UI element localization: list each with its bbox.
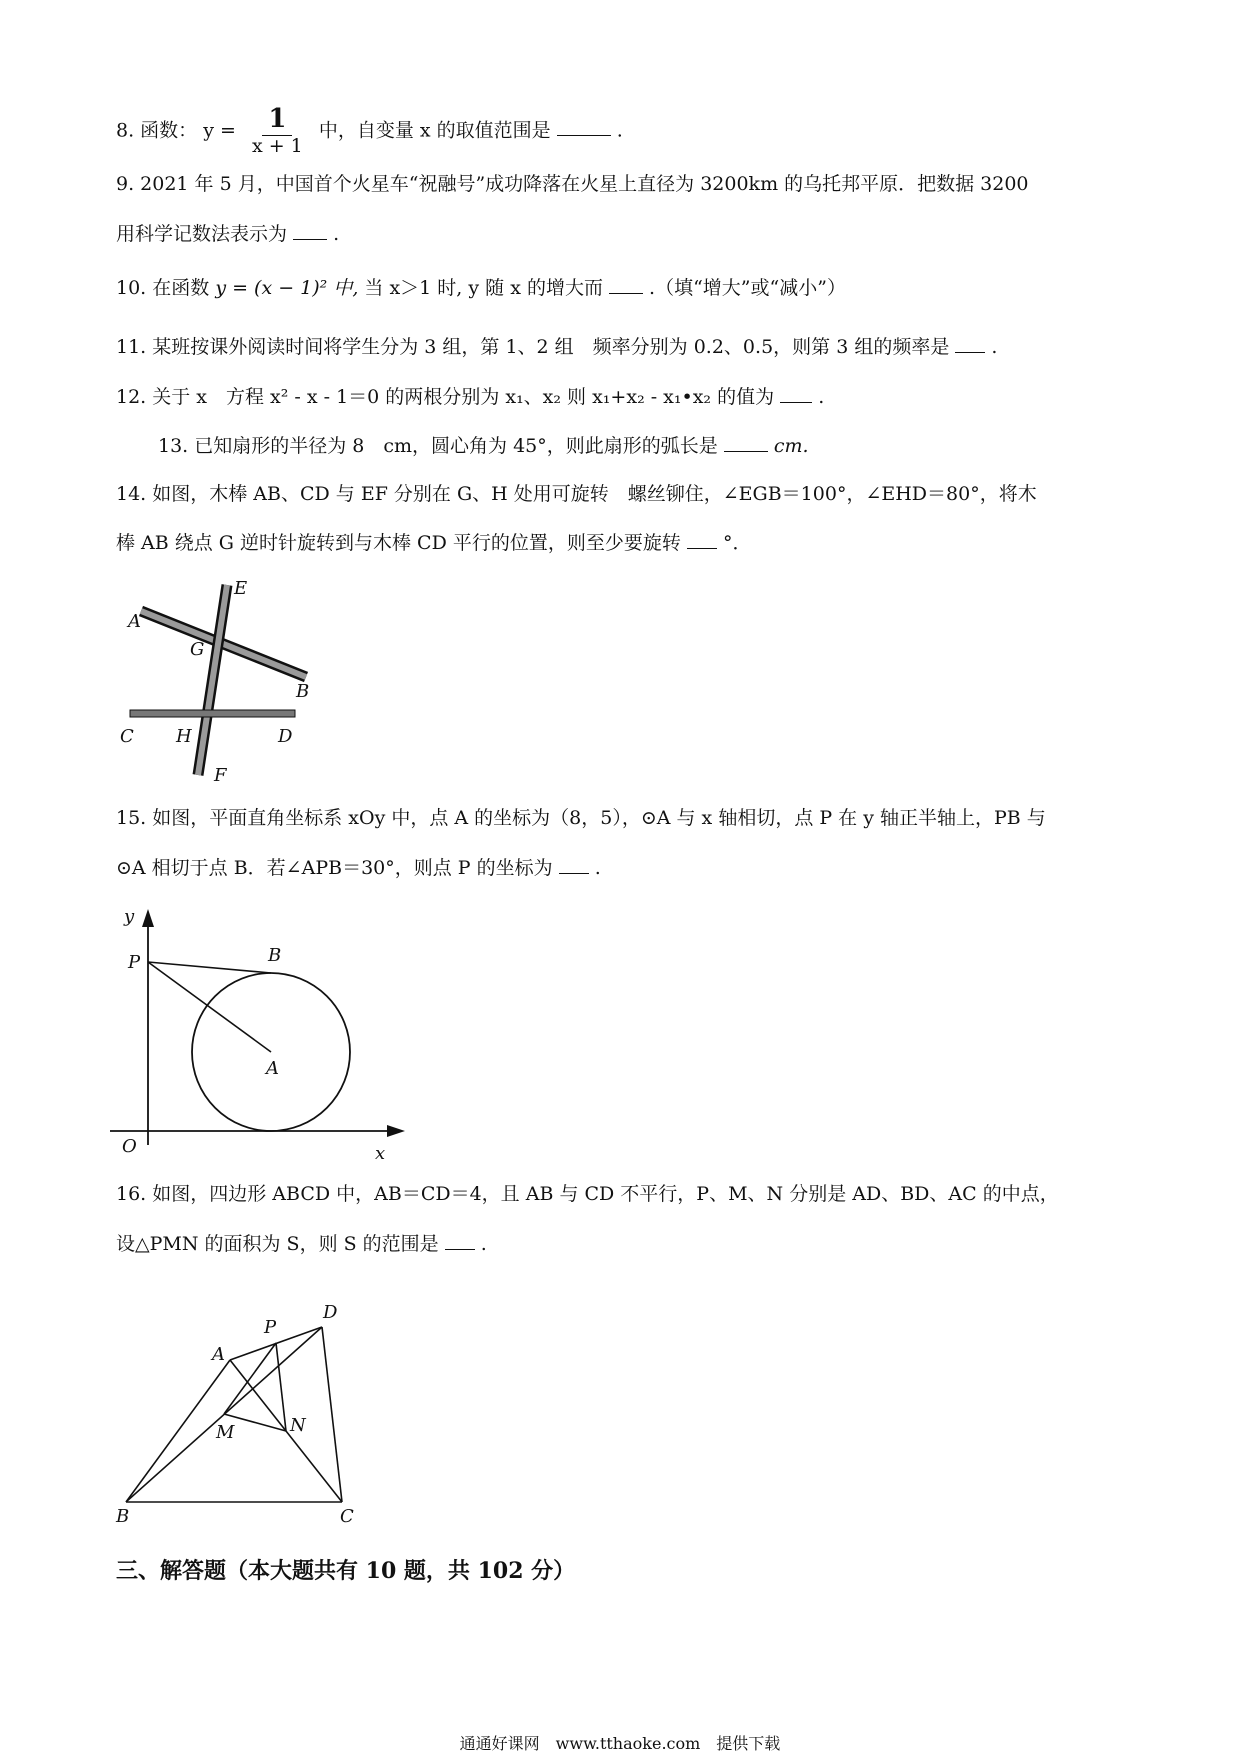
- answer-blank: [780, 402, 812, 403]
- label-e: E: [234, 578, 248, 599]
- label-b: B: [296, 681, 310, 702]
- answer-blank: [687, 548, 717, 549]
- question-15-line-2: [116, 859, 601, 878]
- label-o: O: [122, 1136, 137, 1157]
- label-a: A: [128, 611, 141, 632]
- answer-blank: [955, 352, 985, 353]
- question-9-line-2: [116, 225, 339, 244]
- question-12: [116, 388, 824, 407]
- figure-rotating-sticks: [120, 575, 320, 785]
- label-c: C: [120, 726, 134, 747]
- q16-text: 设△PMN 的面积为 S，则 S 的范围是: [116, 1233, 439, 1255]
- question-11: [116, 338, 997, 357]
- q8-tail: .: [616, 119, 623, 142]
- q15-tail: .: [594, 857, 601, 879]
- answer-blank: [445, 1249, 475, 1250]
- label-d: D: [278, 726, 293, 747]
- segment-pn: [276, 1343, 286, 1431]
- label-p: P: [128, 952, 141, 973]
- q10-text: 当 x＞1 时, y 随 x 的增大而: [364, 277, 603, 299]
- question-8: [116, 105, 623, 158]
- label-x: x: [375, 1143, 386, 1164]
- figure-coordinate-tangent: [110, 905, 410, 1170]
- q11-tail: .: [991, 336, 998, 358]
- q8-numerator: 1: [262, 105, 292, 136]
- label-n: N: [290, 1415, 306, 1436]
- label-b: B: [116, 1506, 130, 1527]
- label-b: B: [268, 945, 282, 966]
- q12-text: 12. 关于 x 方程 x² - x - 1＝0 的两根分别为 x₁、x₂ 则 x₁+x₂ - x₁•x₂ 的值为: [116, 386, 775, 408]
- label-m: M: [216, 1422, 235, 1443]
- q16-tail: .: [480, 1233, 487, 1255]
- question-16-line-2: [116, 1235, 487, 1254]
- label-f: F: [214, 765, 227, 785]
- label-g: G: [190, 639, 205, 660]
- question-9-line-1: 9. 2021 年 5 月，中国首个火星车“祝融号”成功降落在火星上直径为 3200km 的乌托邦平原．把数据 3200: [116, 173, 1029, 195]
- q8-text: 中，自变量 x 的取值范围是: [318, 119, 551, 142]
- question-15-line-1: 15. 如图，平面直角坐标系 xOy 中，点 A 的坐标为（8，5），⊙A 与 x 轴相切，点 P 在 y 轴正半轴上，PB 与: [116, 807, 1046, 829]
- q10-prefix: 10. 在函数: [116, 277, 210, 299]
- figure-quadrilateral-midpoints: [110, 1290, 370, 1530]
- answer-blank: [557, 135, 611, 136]
- label-h: H: [176, 726, 192, 747]
- side-cd: [322, 1327, 342, 1502]
- label-c: C: [340, 1506, 354, 1527]
- q14-text: 棒 AB 绕点 G 逆时针旋转到与木棒 CD 平行的位置，则至少要旋转: [116, 532, 681, 554]
- label-p: P: [264, 1317, 277, 1338]
- answer-blank: [293, 239, 327, 240]
- stick-cd: [130, 710, 295, 717]
- answer-blank: [559, 873, 589, 874]
- q13-tail: cm.: [773, 435, 809, 457]
- y-axis-arrow: [142, 909, 154, 927]
- question-10: [116, 279, 846, 298]
- q9-text: 用科学记数法表示为: [116, 223, 288, 245]
- label-a: A: [212, 1344, 225, 1365]
- question-14-line-2: [116, 534, 751, 553]
- q8-fraction: [246, 105, 309, 158]
- page-footer: 通通好课网 www.tthaoke.com 提供下载: [459, 1734, 781, 1753]
- q10-tail: .（填“增大”或“减小”）: [649, 277, 846, 299]
- q9-tail: .: [333, 223, 340, 245]
- q10-formula: y = (x − 1)² 中,: [215, 277, 359, 299]
- question-16-line-1: 16. 如图，四边形 ABCD 中，AB＝CD＝4，且 AB 与 CD 不平行，P、M、N 分别是 AD、BD、AC 的中点，: [116, 1183, 1059, 1205]
- question-14-line-1: 14. 如图，木棒 AB、CD 与 EF 分别在 G、H 处用可旋转 螺丝铆住，∠EGB＝100°，∠EHD＝80°，将木: [116, 483, 1037, 505]
- q15-text: ⊙A 相切于点 B．若∠APB＝30°，则点 P 的坐标为: [116, 857, 553, 879]
- stick-ef: [198, 585, 227, 775]
- label-a: A: [266, 1058, 279, 1079]
- tangent-pb: [148, 962, 271, 973]
- q11-text: 11. 某班按课外阅读时间将学生分为 3 组，第 1、2 组 频率分别为 0.2、0.5，则第 3 组的频率是: [116, 336, 950, 358]
- q8-denominator: x + 1: [251, 134, 303, 157]
- label-y: y: [124, 906, 135, 927]
- q8-lhs: y =: [203, 119, 236, 142]
- q13-text: 13. 已知扇形的半径为 8 cm，圆心角为 45°，则此扇形的弧长是: [158, 435, 718, 457]
- side-ab: [126, 1360, 230, 1502]
- answer-blank: [609, 293, 643, 294]
- q14-tail: °．: [722, 532, 752, 554]
- label-d: D: [323, 1302, 338, 1323]
- section-heading: 三、解答题（本大题共有 10 题，共 102 分）: [116, 1558, 576, 1584]
- x-axis-arrow: [387, 1125, 405, 1137]
- q8-prefix: 8. 函数：: [116, 119, 198, 142]
- q12-tail: .: [818, 386, 825, 408]
- answer-blank: [724, 451, 768, 452]
- question-13: [158, 437, 809, 456]
